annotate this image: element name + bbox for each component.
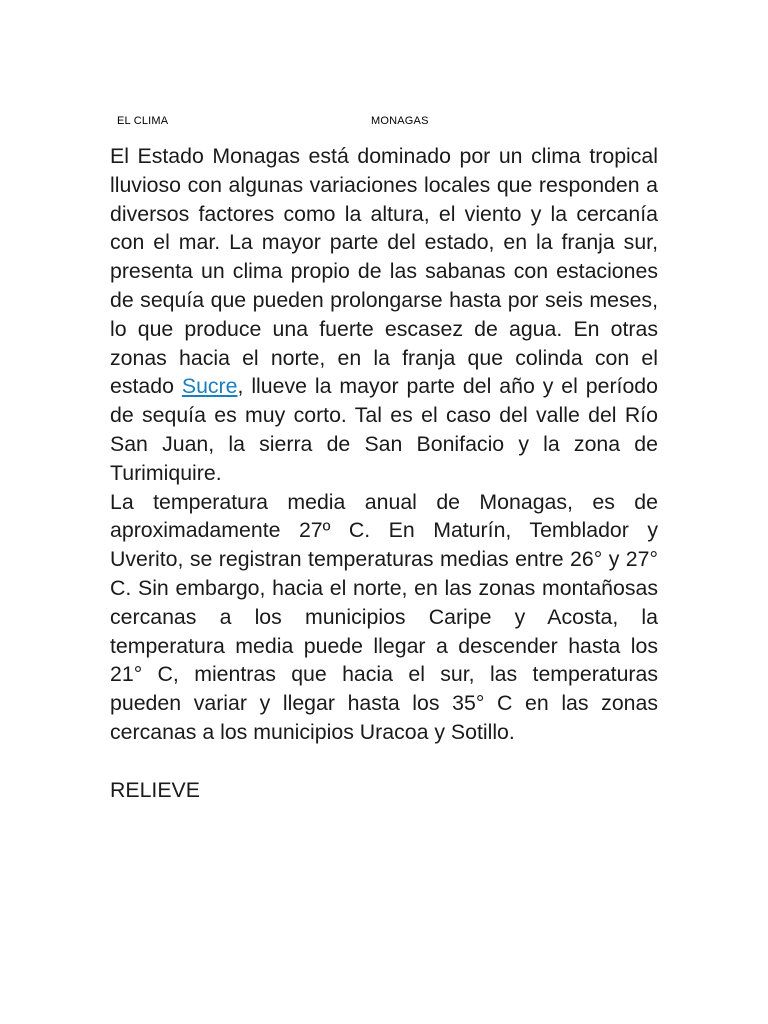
paragraph-temperature: La temperatura media anual de Monagas, es de aproximadamente 27º C. En Maturín, Temblador y Uverito, se registran temperaturas medias entre 26° y 27° C. Sin embargo, hacia el norte, en las zonas montañosas cercanas a los municipios Caripe y Acosta, la temperatura media puede llegar a descender hasta los 21° C, mientras que hacia el sur, las temperaturas pueden variar y llegar hasta los 35° C en las zonas cercanas a los municipios Uracoa y Sotillo. — [110, 489, 658, 744]
document-body — [110, 142, 658, 804]
paragraph-climate-text-start: El Estado Monagas está dominado por un clima tropical lluvioso con algunas variaciones locales que responden a diversos factores como la altura, el viento y la cercanía con el mar. La mayor parte del estado, en la franja sur, presenta un clima propio de las sabanas con estaciones de sequía que pueden prolongarse hasta por seis meses, lo que produce una fuerte escasez de agua. En otras zonas hacia el norte, en la franja que colinda con el estado — [110, 144, 658, 399]
header-left-label: EL CLIMA — [117, 115, 169, 127]
paragraph-climate-text-end: , llueve la mayor parte del año y el período de sequía es muy corto. Tal es el caso del valle del Río San Juan, la sierra de San Bonifacio y la zona de Turimiquire. — [110, 374, 658, 485]
sucre-link[interactable]: Sucre — [181, 374, 238, 399]
section-title-relieve: RELIEVE — [110, 777, 200, 802]
paragraph-climate — [110, 142, 658, 488]
header-right-label: MONAGAS — [371, 115, 429, 127]
